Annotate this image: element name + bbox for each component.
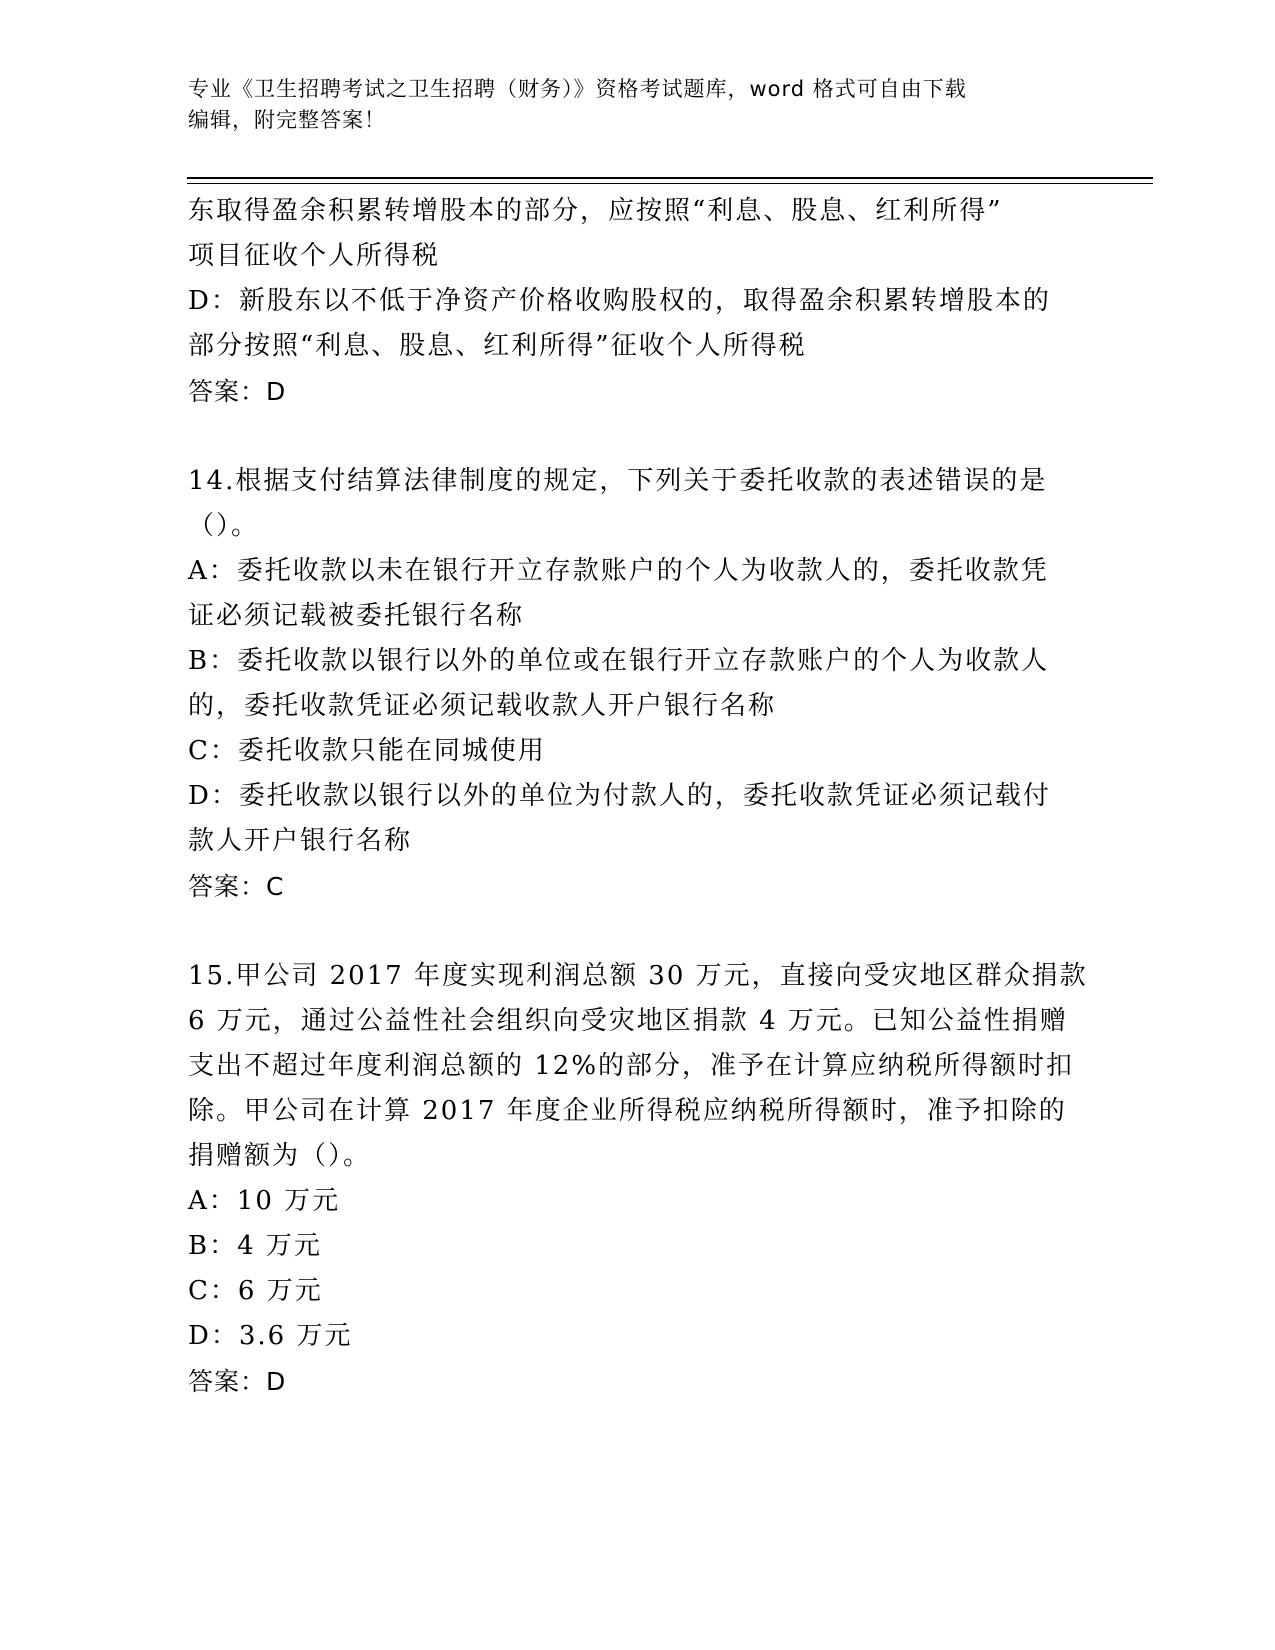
question-stem: 捐赠额为（）。 bbox=[188, 1141, 372, 1171]
header-line-1: 专业《卫生招聘考试之卫生招聘（财务）》资格考试题库，word 格式可自由下载 bbox=[188, 77, 967, 101]
question-stem: 15.甲公司 2017 年度实现利润总额 30 万元，直接向受灾地区群众捐款 bbox=[188, 961, 1088, 991]
option-d: D：新股东以不低于净资产价格收购股权的，取得盈余积累转增股本的 bbox=[188, 286, 1051, 316]
option-b-cont: 的，委托收款凭证必须记载收款人开户银行名称 bbox=[188, 691, 777, 721]
question-15 bbox=[188, 954, 1088, 1404]
question-stem: （）。 bbox=[188, 511, 260, 541]
answer-line: 答案：D bbox=[188, 1367, 287, 1396]
option-d-cont: 款人开户银行名称 bbox=[188, 826, 413, 856]
question-stem: 支出不超过年度利润总额的 12%的部分，准予在计算应纳税所得额时扣 bbox=[188, 1051, 1075, 1081]
option-d: D：3.6 万元 bbox=[188, 1321, 353, 1351]
question-stem: 6 万元，通过公益性社会组织向受灾地区捐款 4 万元。已知公益性捐赠 bbox=[188, 1006, 1068, 1036]
header-line-2: 编辑，附完整答案！ bbox=[188, 108, 386, 132]
option-a-cont: 证必须记载被委托银行名称 bbox=[188, 601, 525, 631]
answer-line: 答案：D bbox=[188, 377, 287, 406]
header-divider-thin bbox=[187, 183, 1153, 184]
option-b: B：委托收款以银行以外的单位或在银行开立存款账户的个人为收款人 bbox=[188, 646, 1050, 676]
header-divider-thick bbox=[187, 177, 1153, 179]
document-body bbox=[188, 189, 1088, 1404]
previous-question-continuation bbox=[188, 189, 1078, 414]
answer-line: 答案：C bbox=[188, 872, 285, 901]
option-a: A：委托收款以未在银行开立存款账户的个人为收款人的，委托收款凭 bbox=[188, 556, 1049, 586]
text-line: 东取得盈余积累转增股本的部分，应按照“利息、股息、红利所得” bbox=[188, 196, 1003, 226]
option-d: D：委托收款以银行以外的单位为付款人的，委托收款凭证必须记载付 bbox=[188, 781, 1051, 811]
option-c: C：委托收款只能在同城使用 bbox=[188, 736, 546, 766]
question-stem: 除。甲公司在计算 2017 年度企业所得税应纳税所得额时，准予扣除的 bbox=[188, 1096, 1067, 1126]
page-header bbox=[188, 74, 1068, 136]
option-a: A：10 万元 bbox=[188, 1186, 341, 1216]
option-c: C：6 万元 bbox=[188, 1276, 323, 1306]
question-stem: 14.根据支付结算法律制度的规定，下列关于委托收款的表述错误的是 bbox=[188, 466, 1048, 496]
text-line: 部分按照“利息、股息、红利所得”征收个人所得税 bbox=[188, 331, 807, 361]
option-b: B：4 万元 bbox=[188, 1231, 322, 1261]
question-14 bbox=[188, 459, 1078, 909]
text-line: 项目征收个人所得税 bbox=[188, 241, 441, 271]
